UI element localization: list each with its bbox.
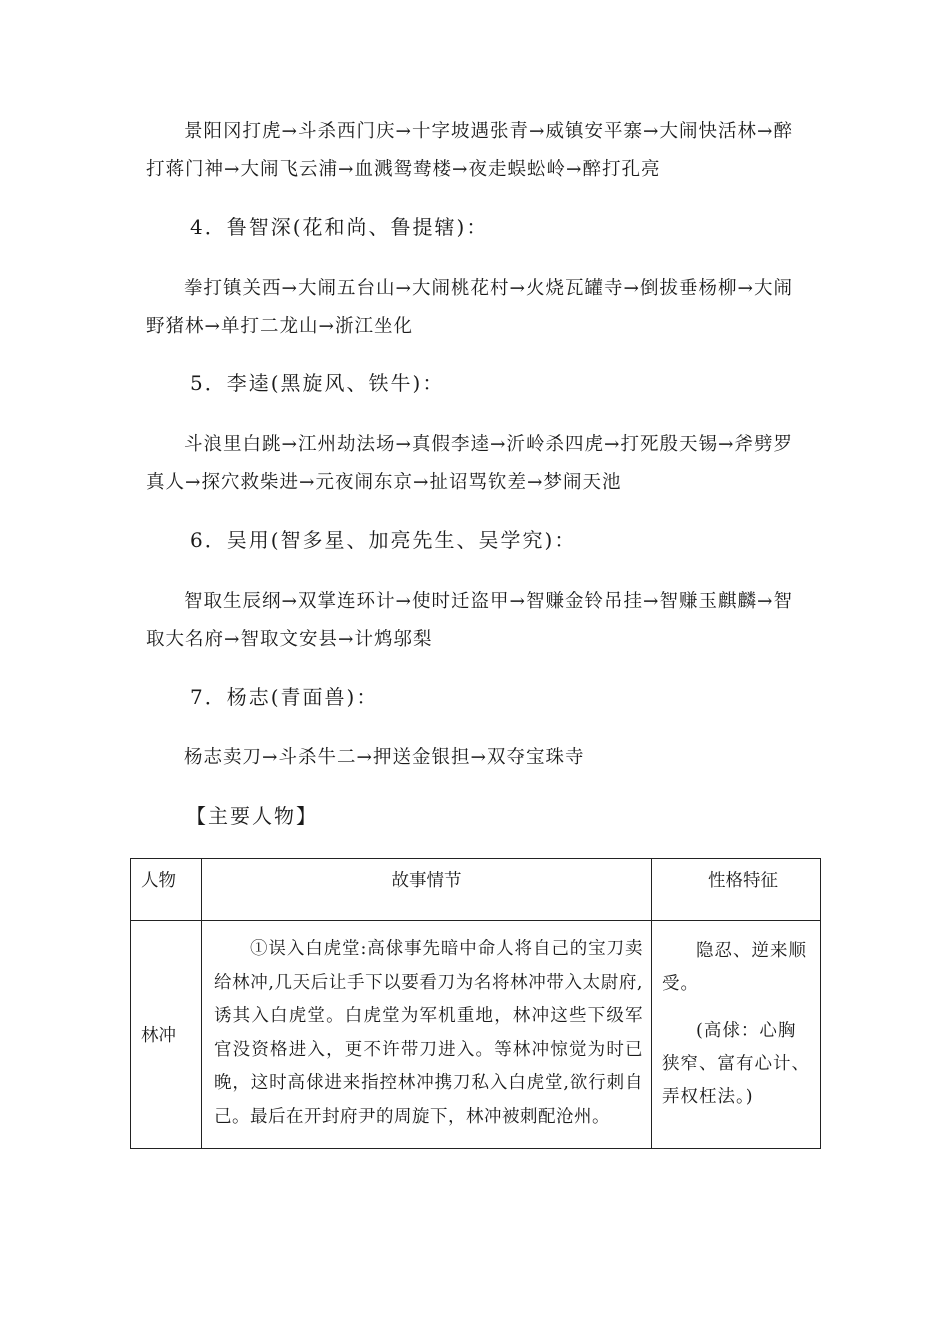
trait-main: 隐忍、逆来顺受。 <box>662 941 807 994</box>
character-name: 林冲 <box>131 921 202 1149</box>
yangzhi-events: 杨志卖刀→斗杀牛二→押送金银担→双夺宝珠寺 <box>184 747 585 768</box>
trait-note: (高俅：心胸狭窄、富有心计、弄权枉法。) <box>662 1021 810 1107</box>
section-title: 【主要人物】 <box>186 804 318 828</box>
wuyong-heading: 6．吴用(智多星、加亮先生、吴学究)： <box>190 528 577 552</box>
table-header-row <box>131 859 821 921</box>
character-plot: ①误入白虎堂:高俅事先暗中命人将自己的宝刀卖给林冲,几天后让手下以要看刀为名将林冲带入太尉府,诱其入白虎堂。白虎堂为军机重地，林冲这些下级军官没资格进入，更不许带刀进入。等林冲惊觉为时已晚，这时高俅进来指控林冲携刀私入白虎堂,欲行刺自己。最后在开封府尹的周旋下，林冲被刺配沧州。 <box>202 921 652 1149</box>
character-traits <box>652 921 821 1149</box>
header-name: 人物 <box>131 859 202 921</box>
likui-heading: 5．李逵(黑旋风、铁牛)： <box>190 371 445 395</box>
likui-events: 斗浪里白跳→江州劫法场→真假李逵→沂岭杀四虎→打死殷天锡→斧劈罗真人→探穴救柴进→元夜闹东京→扯诏骂钦差→梦闹天池 <box>146 434 794 493</box>
yangzhi-heading: 7．杨志(青面兽)： <box>190 685 379 709</box>
header-plot: 故事情节 <box>202 859 652 921</box>
header-trait: 性格特征 <box>652 859 821 921</box>
luzhishen-events: 拳打镇关西→大闹五台山→大闹桃花村→火烧瓦罐寺→倒拔垂杨柳→大闹野猪林→单打二龙山→浙江坐化 <box>146 278 794 337</box>
wuyong-events: 智取生辰纲→双掌连环计→使时迁盗甲→智赚金铃吊挂→智赚玉麒麟→智取大名府→智取文安县→计鸩邬梨 <box>146 591 794 650</box>
characters-table <box>130 858 821 1149</box>
luzhishen-heading: 4．鲁智深(花和尚、鲁提辖)： <box>190 215 489 239</box>
wusong-events: 景阳冈打虎→斗杀西门庆→十字坡遇张青→威镇安平寨→大闹快活林→醉打蒋门神→大闹飞云浦→血溅鸳鸯楼→夜走蜈蚣岭→醉打孔亮 <box>146 121 794 180</box>
table-row <box>131 921 821 1149</box>
